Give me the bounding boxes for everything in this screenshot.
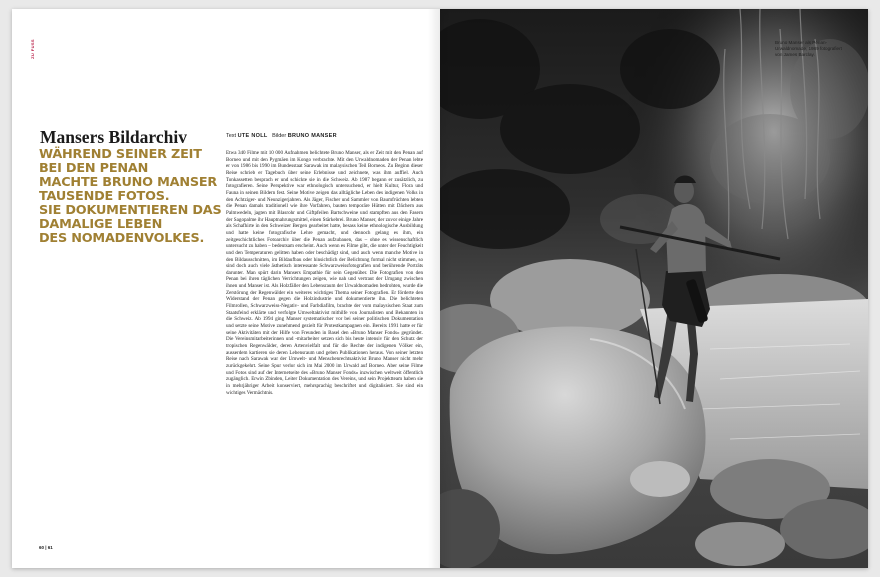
left-page bbox=[12, 9, 440, 568]
section-tag: ZU FUSS bbox=[30, 39, 35, 59]
jungle-photograph bbox=[440, 9, 868, 568]
article-credits bbox=[226, 133, 337, 139]
lead-line: DES NOMADENVOLKES. bbox=[39, 231, 205, 246]
lead-line: MACHTE BRUNO MANSER bbox=[39, 175, 218, 190]
credit-images-prefix: Bilder bbox=[272, 133, 287, 139]
lead-line: DAMALIGE LEBEN bbox=[39, 217, 163, 232]
lead-line: WÄHREND SEINER ZEIT bbox=[39, 147, 202, 162]
magazine-spread bbox=[12, 9, 868, 568]
credit-images-author: BRUNO MANSER bbox=[287, 133, 337, 139]
lead-line: BEI DEN PENAN bbox=[39, 161, 149, 176]
right-page bbox=[440, 9, 868, 568]
credit-text-author: UTE NOLL bbox=[237, 133, 268, 139]
photo-caption: Bruno Manser als Penan-Urwaldnomade, 1989 fotografiert von James Barclay. bbox=[775, 40, 842, 57]
body-text-column: Etwa 340 Filme mit 10 000 Aufnahmen belichtete Bruno Manser, als er Zeit mit den Penan auf Borneo und mit den Pygmäen im Kongo verbrachte. Mit den Urwaldnomaden der Penan lebte er von 1986 bis 1990 im Bundesstaat Sarawak im malaysischen Teil Borneos. Zu Beginn dieser Reise schrieb er Tagebuch über seine Erlebnisse und zeichnete, was ihm auffiel. Auch Tonkassetten besprach er und schickte sie in die Schweiz. Ab 1987 begann er zusätzlich, zu fotografieren. Seine Perspektive war ethnologisch untersuchend, er hielt Kultur, Flora und Fauna in seinen Bildern fest. Seine Motive zeigen das alltägliche Leben des indigenen Volks in den Achtziger- und Neunzigerjahren. Als Jäger, Fischer und Sammler von Baumfrüchten lebten die Penan damals traditionell wie ihre Vorfahren, bauten temporäre Hütten mit Dächern aus Palmwedeln, jagten mit Blasrohr und Giftpfeilen Bartschweine und stampften aus den Fasern der Sagopalme ihr Hauptnahrungsmittel, einen Stärkebrei. Bruno Manser, der zuvor einige Jahre als Schafhirte in den Schweizer Bergen gearbeitet hatte, besass keine ethnologische Ausbildung und hatte keine fotografische Lehre gemacht, und dennoch gelang es ihm, ein zeitgeschichtliches Fotoarchiv über die Penan aufzubauen, das – ohne es wissenschaftlich untersucht zu haben – bedeutsam erscheint. Auch wenn es Filme gibt, die unter der Feuchtigkeit und den Temperaturen gelitten haben oder beschädigt sind, und auch wenn manche Motive in den Bildausschnitten, im Bildaufbau oder hinsichtlich der Belichtung formal nicht stimmen, so sind doch auch viele ästhetisch interessante Schwarzweissfotografien und berührende Porträts darunter. Man spürt darin Mansers Empathie für sein Gegenüber. Die Fotografien von den Penan bei ihren täglichen Verrichtungen zeigen, wie nah und vertraut der Umgang zwischen ihnen und Manser ist. Als Holzfäller den Lebensraum der Urwaldnomaden bedrohten, wurde die Zerstörung der Regenwälder ein weiteres wichtiges Thema seiner Fotografien. Er förderte den Widerstand der Penan gegen die Holzindustrie und dokumentierte ihn. Die belichteten Filmrollen, Schwarzweiss-Negativ- und Farbdiafilm, brachte der vom malaysischen Staat zum Staatsfeind erklärte und verfolgte Umweltaktivist mithilfe von Journalisten und Bekannten in die Schweiz. Ab 1994 ging Manser systematischer vor bei seiner politischen Dokumentation und setzte seine Motive zunehmend gezielt für Protestkampagnen ein. Bereits 1991 hatte er für seine Aktivitäten mit der Hilfe von Freunden in Basel den «Bruno Manser Fonds» gegründet. Die Vereinsmitarbeiterinnen und -mitarbeiter setzen sich bis heute intensiv für den Schutz der tropischen Regenwälder, deren Artenvielfalt und für die Rechte der indigenen Völker ein, ausserdem kartieren sie deren Lebensraum und geben Publikationen heraus. Von seiner letzten Reise nach Sarawak war der Umwelt- und Menschenrechtsaktivist Bruno Manser nicht mehr zurückgekehrt. Seine Spur verlor sich im Mai 2000 im Urwald auf Borneo. Aber seine Filme und Fotos sind auf der Internetseite des «Bruno Manser Fonds» inzwischen weltweit öffentlich zugänglich. Erwin Zbinden, Leiter Dokumentation des Vereins, und sein Projektteam haben sie in mehrjähriger Arbeit konserviert, mehrsprachig beschriftet und digitalisiert. Sie sind ein wichtiges Vermächtnis. bbox=[226, 150, 423, 396]
lead-paragraph bbox=[39, 148, 224, 246]
credit-text-prefix: Text bbox=[226, 133, 237, 139]
article-title: Mansers Bildarchiv bbox=[40, 127, 187, 147]
lead-line: TAUSENDE FOTOS. bbox=[39, 189, 170, 204]
page-numbers: 60 | 61 bbox=[39, 545, 53, 550]
lead-line: SIE DOKUMENTIEREN DAS bbox=[39, 203, 222, 218]
